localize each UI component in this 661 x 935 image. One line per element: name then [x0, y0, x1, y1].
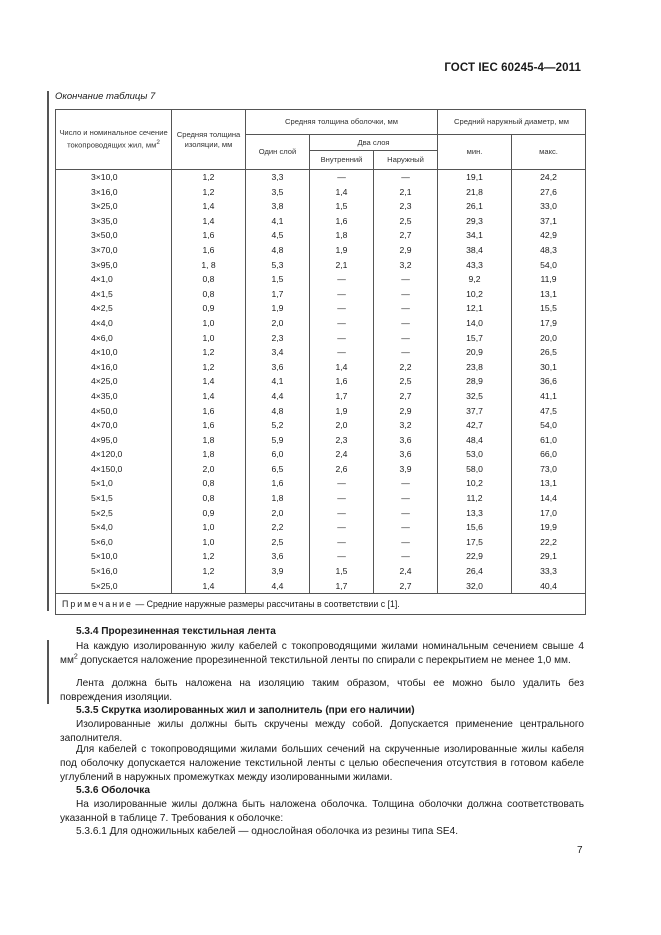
table-cell: — — [374, 287, 438, 302]
paragraph-5-3-4-2: Лента должна быть наложена на изоляцию таким образом, чтобы ее можно было удалить без повреждения изоляции. — [60, 678, 584, 704]
table-row — [56, 418, 586, 433]
table-cell: 1,5 — [310, 199, 374, 214]
table-cell: 5×25,0 — [56, 579, 172, 594]
table-row — [56, 316, 586, 331]
table-cell: 2,2 — [374, 360, 438, 375]
table-cell: 36,6 — [512, 374, 586, 389]
table-cell: 1,0 — [172, 535, 246, 550]
table-cell: 1,4 — [172, 374, 246, 389]
table-row — [56, 301, 586, 316]
table-row — [56, 433, 586, 448]
table-cell: 1,7 — [310, 579, 374, 594]
table-cell: 2,0 — [310, 418, 374, 433]
table-cell: 5×1,0 — [56, 476, 172, 491]
table-cell: 53,0 — [438, 447, 512, 462]
table-cell: 2,7 — [374, 228, 438, 243]
table-cell: 37,7 — [438, 404, 512, 419]
paragraph-5-3-6-1: 5.3.6.1 Для одножильных кабелей — однослойная оболочка из резины типа SE4. — [76, 826, 459, 837]
table-cell: 2,2 — [246, 520, 310, 535]
table-cell: 2,0 — [246, 316, 310, 331]
table-cell: 2,7 — [374, 579, 438, 594]
table-cell: 1,0 — [172, 331, 246, 346]
table-cell: 20,9 — [438, 345, 512, 360]
table-row — [56, 185, 586, 200]
heading-5-3-6: 5.3.6 Оболочка — [76, 785, 150, 796]
table-row — [56, 389, 586, 404]
table-cell: — — [310, 331, 374, 346]
table-cell: 3,9 — [246, 564, 310, 579]
table-cell: 1,4 — [172, 579, 246, 594]
table-cell: 3×95,0 — [56, 258, 172, 273]
table-cell: — — [374, 316, 438, 331]
table-cell: 3,2 — [374, 258, 438, 273]
table-cell: 13,1 — [512, 476, 586, 491]
table-cell: 23,8 — [438, 360, 512, 375]
table-cell: 0,8 — [172, 287, 246, 302]
table-cell: 1,6 — [172, 418, 246, 433]
table-cell: 2,6 — [310, 462, 374, 477]
table-cell: — — [374, 506, 438, 521]
header-max: макс. — [512, 135, 586, 170]
table-cell: 5,2 — [246, 418, 310, 433]
table-row — [56, 462, 586, 477]
table-cell: 2,5 — [246, 535, 310, 550]
table-cell: — — [374, 301, 438, 316]
table-cell: 30,1 — [512, 360, 586, 375]
table-row — [56, 520, 586, 535]
table-cell: 0,8 — [172, 272, 246, 287]
table-cell: 14,4 — [512, 491, 586, 506]
table-cell: 12,1 — [438, 301, 512, 316]
table-row — [56, 404, 586, 419]
table-cell: — — [374, 170, 438, 185]
table-cell: 3×70,0 — [56, 243, 172, 258]
table-cell: — — [374, 491, 438, 506]
table-cell: 4×1,5 — [56, 287, 172, 302]
table-cell: 4×4,0 — [56, 316, 172, 331]
table-cell: 3×50,0 — [56, 228, 172, 243]
table-cell: 4×25,0 — [56, 374, 172, 389]
table-cell: 4,1 — [246, 374, 310, 389]
table-7 — [55, 109, 586, 615]
table-cell: 28,9 — [438, 374, 512, 389]
table-cell: 1,9 — [246, 301, 310, 316]
table-cell: 33,3 — [512, 564, 586, 579]
table-cell: 1,6 — [172, 228, 246, 243]
table-cell: 0,9 — [172, 506, 246, 521]
table-cell: 2,7 — [374, 389, 438, 404]
table-cell: 4×1,0 — [56, 272, 172, 287]
page-number: 7 — [577, 845, 583, 856]
table-cell: 5×10,0 — [56, 549, 172, 564]
heading-5-3-4: 5.3.4 Прорезиненная текстильная лента — [76, 626, 276, 637]
table-row — [56, 331, 586, 346]
table-cell: 73,0 — [512, 462, 586, 477]
table-cell: 1,2 — [172, 564, 246, 579]
table-cell: 1,9 — [310, 404, 374, 419]
table-row — [56, 287, 586, 302]
table-row — [56, 228, 586, 243]
table-cell: 15,7 — [438, 331, 512, 346]
table-cell: 29,3 — [438, 214, 512, 229]
table-cell: 3×25,0 — [56, 199, 172, 214]
table-cell: 6,5 — [246, 462, 310, 477]
table-cell: 26,4 — [438, 564, 512, 579]
table-cell: 17,0 — [512, 506, 586, 521]
table-cell: 17,9 — [512, 316, 586, 331]
table-cell: 3,5 — [246, 185, 310, 200]
table-cell: 66,0 — [512, 447, 586, 462]
table-row — [56, 272, 586, 287]
table-cell: 5,3 — [246, 258, 310, 273]
table-cell: 4×16,0 — [56, 360, 172, 375]
table-cell: 1,8 — [246, 491, 310, 506]
table-row — [56, 243, 586, 258]
table-cell: 0,8 — [172, 476, 246, 491]
table-cell: 1,6 — [172, 404, 246, 419]
change-bar-534 — [47, 640, 49, 704]
table-cell: 58,0 — [438, 462, 512, 477]
table-cell: 2,9 — [374, 404, 438, 419]
table-cell: — — [310, 506, 374, 521]
table-cell: 2,5 — [374, 214, 438, 229]
table-cell: 1,6 — [310, 214, 374, 229]
table-cell: 1,2 — [172, 170, 246, 185]
table-cell: 48,4 — [438, 433, 512, 448]
table-cell: 1,8 — [310, 228, 374, 243]
table-cell: — — [374, 476, 438, 491]
change-bar-table — [47, 91, 49, 611]
table-cell: 11,9 — [512, 272, 586, 287]
table-cell: 19,1 — [438, 170, 512, 185]
table-cell: 15,5 — [512, 301, 586, 316]
paragraph-5-3-4-1: На каждую изолированную жилу кабелей с токопроводящими жилами номинальным сечением свыше 4 $мм^2$ допускается наложение прорезиненной текстильной ленты по спирали с перекрытием не менее 1,0 мм. — [60, 641, 584, 667]
table-cell: 3,2 — [374, 418, 438, 433]
table-cell: 3,3 — [246, 170, 310, 185]
table-cell: 3,6 — [374, 447, 438, 462]
table-cell: 1,4 — [172, 389, 246, 404]
table-cell: 4×6,0 — [56, 331, 172, 346]
table-cell: — — [310, 491, 374, 506]
table-cell: 5×16,0 — [56, 564, 172, 579]
note-text: — Средние наружные размеры рассчитаны в соответствии с [1]. — [132, 599, 400, 610]
table-cell: 38,4 — [438, 243, 512, 258]
table-cell: 41,1 — [512, 389, 586, 404]
table-cell: — — [374, 272, 438, 287]
table-row — [56, 199, 586, 214]
table-cell: 2,3 — [310, 433, 374, 448]
table-cell: 2,5 — [374, 374, 438, 389]
table-cell: 22,2 — [512, 535, 586, 550]
table-cell: 1,4 — [172, 199, 246, 214]
table-row — [56, 506, 586, 521]
table-cell: 15,6 — [438, 520, 512, 535]
header-min: мин. — [438, 135, 512, 170]
table-note — [56, 594, 586, 615]
table-cell: 2,9 — [374, 243, 438, 258]
table-cell: — — [310, 476, 374, 491]
paragraph-5-3-5-1: Изолированные жилы должны быть скручены между собой. Допускается применение центрального заполнителя. — [60, 719, 584, 745]
table-cell: — — [310, 287, 374, 302]
table-cell: — — [310, 520, 374, 535]
paragraph-5-3-5-2: Для кабелей с токопроводящими жилами больших сечений на скрученные изолированные жилы кабеля под оболочку допускается наложение текстильной ленты с целью обеспечения отсутствия в готовом кабеле углублений в наружных промежутках между изолированными жилами. — [60, 744, 584, 784]
table-cell: 43,3 — [438, 258, 512, 273]
table-cell: 32,0 — [438, 579, 512, 594]
table-cell: 13,1 — [512, 287, 586, 302]
table-cell: 5×1,5 — [56, 491, 172, 506]
table-cell: 1, 8 — [172, 258, 246, 273]
table-row — [56, 214, 586, 229]
table-row — [56, 564, 586, 579]
table-cell: 27,6 — [512, 185, 586, 200]
table-cell: 1,7 — [310, 389, 374, 404]
table-cell: 5×2,5 — [56, 506, 172, 521]
table-cell: 11,2 — [438, 491, 512, 506]
table-cell: 1,0 — [172, 316, 246, 331]
table-cell: 1,4 — [172, 214, 246, 229]
table-row — [56, 476, 586, 491]
table-cell: — — [374, 345, 438, 360]
table-cell: 47,5 — [512, 404, 586, 419]
table-cell: 2,0 — [172, 462, 246, 477]
table-cell: 3×10,0 — [56, 170, 172, 185]
table-cell: 3,4 — [246, 345, 310, 360]
table-cell: 20,0 — [512, 331, 586, 346]
table-cell: 32,5 — [438, 389, 512, 404]
table-cell: 4,8 — [246, 404, 310, 419]
table-cell: — — [374, 535, 438, 550]
table-cell: 1,7 — [246, 287, 310, 302]
table-cell: 1,6 — [310, 374, 374, 389]
table-cell: — — [374, 549, 438, 564]
table-row — [56, 258, 586, 273]
table-cell: 33,0 — [512, 199, 586, 214]
table-row — [56, 491, 586, 506]
table-cell: 10,2 — [438, 287, 512, 302]
table-cell: 5,9 — [246, 433, 310, 448]
table-cell: — — [310, 170, 374, 185]
table-cell: 29,1 — [512, 549, 586, 564]
table-cell: 2,1 — [374, 185, 438, 200]
table-cell: 3,6 — [246, 360, 310, 375]
header-two-layers: Два слоя — [310, 135, 438, 151]
table-cell: — — [310, 549, 374, 564]
table-cell: 2,3 — [246, 331, 310, 346]
table-cell: 48,3 — [512, 243, 586, 258]
table-row — [56, 374, 586, 389]
table-cell: 1,6 — [246, 476, 310, 491]
table-cell: 4×95,0 — [56, 433, 172, 448]
table-cell: 4×120,0 — [56, 447, 172, 462]
table-cell: 0,8 — [172, 491, 246, 506]
table-cell: — — [310, 301, 374, 316]
table-cell: 26,5 — [512, 345, 586, 360]
table-cell: 2,3 — [374, 199, 438, 214]
table-caption: Окончание таблицы 7 — [55, 91, 156, 102]
table-row — [56, 535, 586, 550]
table-cell: 42,7 — [438, 418, 512, 433]
table-cell: 4×150,0 — [56, 462, 172, 477]
table-cell: — — [310, 316, 374, 331]
table-cell: 54,0 — [512, 258, 586, 273]
table-cell: 1,4 — [310, 185, 374, 200]
table-cell: 1,4 — [310, 360, 374, 375]
table-row — [56, 360, 586, 375]
table-cell: 4×70,0 — [56, 418, 172, 433]
table-cell: 1,0 — [172, 520, 246, 535]
table-row — [56, 549, 586, 564]
table-cell: 40,4 — [512, 579, 586, 594]
table-cell: 13,3 — [438, 506, 512, 521]
table-cell: 9,2 — [438, 272, 512, 287]
table-cell: 1,8 — [172, 433, 246, 448]
table-cell: 17,5 — [438, 535, 512, 550]
header-outer: Наружный — [374, 151, 438, 170]
table-row — [56, 579, 586, 594]
table-cell: 1,8 — [172, 447, 246, 462]
header-outer-diameter: Средний наружный диаметр, мм — [438, 110, 586, 135]
table-cell: 1,5 — [246, 272, 310, 287]
table-cell: 4×50,0 — [56, 404, 172, 419]
table-cell: 5×4,0 — [56, 520, 172, 535]
table-cell: 4,8 — [246, 243, 310, 258]
table-cell: 42,9 — [512, 228, 586, 243]
table-cell: 4,5 — [246, 228, 310, 243]
table-cell: 1,5 — [310, 564, 374, 579]
table-cell: 61,0 — [512, 433, 586, 448]
table-cell: 1,9 — [310, 243, 374, 258]
header-insulation: Средняя толщина изоляции, мм — [172, 110, 246, 170]
header-sheath-thickness: Средняя толщина оболочки, мм — [246, 110, 438, 135]
table-cell: 19,9 — [512, 520, 586, 535]
table-cell: 4,4 — [246, 579, 310, 594]
note-label: Примечание — [62, 599, 133, 610]
table-row — [56, 447, 586, 462]
table-cell: 3,6 — [246, 549, 310, 564]
table-cell: 1,2 — [172, 549, 246, 564]
table-cell: — — [310, 272, 374, 287]
table-cell: 3,9 — [374, 462, 438, 477]
table-cell: 34,1 — [438, 228, 512, 243]
table-cell: 26,1 — [438, 199, 512, 214]
table-cell: 2,0 — [246, 506, 310, 521]
table-cell: 4,4 — [246, 389, 310, 404]
table-cell: 2,4 — [374, 564, 438, 579]
table-cell: 37,1 — [512, 214, 586, 229]
table-cell: 22,9 — [438, 549, 512, 564]
table-cell: 21,8 — [438, 185, 512, 200]
table-cell: 4×10,0 — [56, 345, 172, 360]
table-cell: 3,6 — [374, 433, 438, 448]
table-cell: 4,1 — [246, 214, 310, 229]
header-conductors: Число и номинальное сечение токопроводящих жил, $мм^2$ — [56, 110, 172, 170]
table-cell: 5×6,0 — [56, 535, 172, 550]
table-cell: 1,2 — [172, 185, 246, 200]
header-inner: Внутренний — [310, 151, 374, 170]
table-cell: 1,6 — [172, 243, 246, 258]
table-cell: 14,0 — [438, 316, 512, 331]
table-cell: 10,2 — [438, 476, 512, 491]
table-cell: — — [374, 520, 438, 535]
table-cell: 2,4 — [310, 447, 374, 462]
table-cell: 1,2 — [172, 345, 246, 360]
table-row — [56, 345, 586, 360]
table-cell: 24,2 — [512, 170, 586, 185]
table-row — [56, 170, 586, 185]
standard-designation: ГОСТ IEC 60245-4—2011 — [444, 62, 581, 74]
table-cell: 4×35,0 — [56, 389, 172, 404]
table-cell: — — [374, 331, 438, 346]
table-cell: 0,9 — [172, 301, 246, 316]
heading-5-3-5: 5.3.5 Скрутка изолированных жил и заполнитель (при его наличии) — [76, 705, 415, 716]
table-cell: — — [310, 345, 374, 360]
header-one-layer: Один слой — [246, 135, 310, 170]
table-cell: 3×35,0 — [56, 214, 172, 229]
table-cell: 4×2,5 — [56, 301, 172, 316]
table-cell: 1,2 — [172, 360, 246, 375]
table-cell: 6,0 — [246, 447, 310, 462]
table-cell: 3,8 — [246, 199, 310, 214]
table-cell: 3×16,0 — [56, 185, 172, 200]
table-cell: 54,0 — [512, 418, 586, 433]
paragraph-5-3-6: На изолированные жилы должна быть наложена оболочка. Толщина оболочки должна соответствовать указанной в таблице 7. Требования к оболочке: — [60, 799, 584, 825]
table-cell: 2,1 — [310, 258, 374, 273]
table-cell: — — [310, 535, 374, 550]
